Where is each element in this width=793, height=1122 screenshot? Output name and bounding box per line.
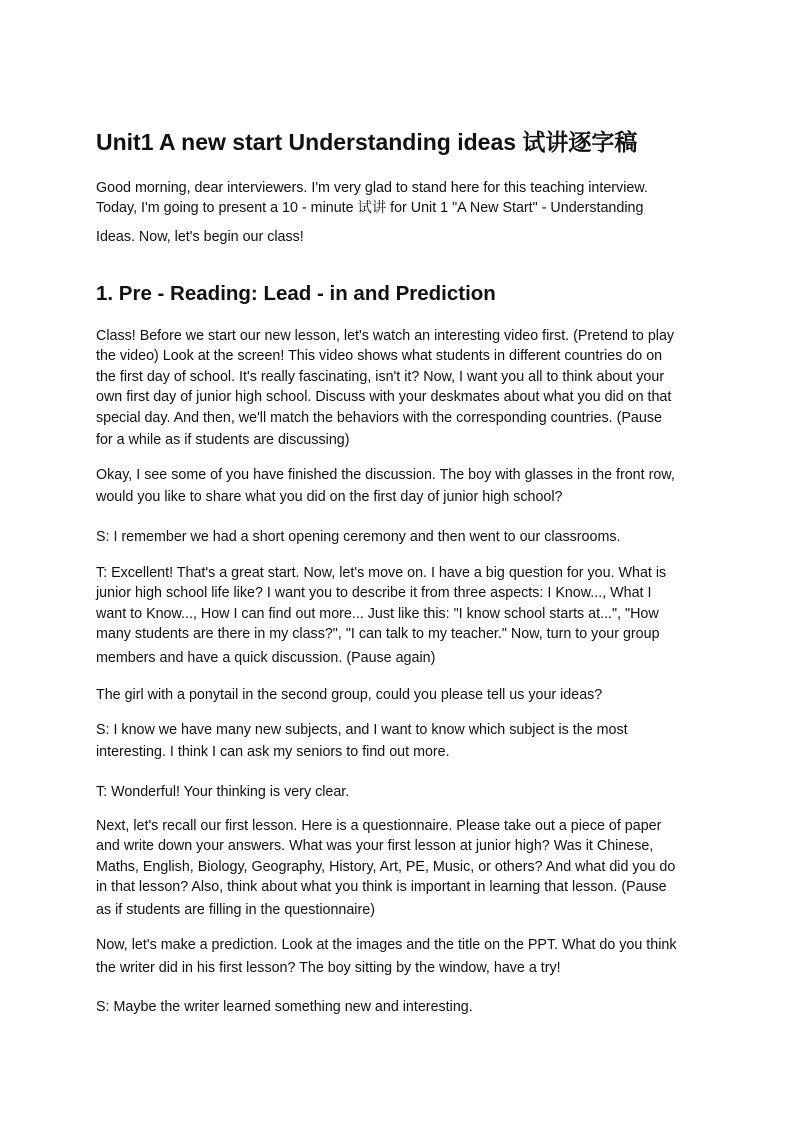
text-line: the writer did in his first lesson? The boy sitting by the window, have a try!	[96, 960, 561, 977]
text-line: in that lesson? Also, think about what you think is important in learning that lesson. (Pause	[96, 879, 667, 896]
text-line: the video) Look at the screen! This video shows what students in different countries do on	[96, 348, 663, 365]
text-line: T: Excellent! That's a great start. Now, let's move on. I have a big question for you. What is	[96, 565, 667, 581]
text-line: Good morning, dear interviewers. I'm very glad to stand here for this teaching interview.	[96, 180, 648, 196]
text-line: Class! Before we start our new lesson, let's watch an interesting video first. (Pretend to play	[96, 328, 675, 344]
text-line: Now, let's make a prediction. Look at the images and the title on the PPT. What do you think	[96, 937, 677, 953]
text-line: Today, I'm going to present a 10 - minute 试讲 for Unit 1 "A New Start" - Understanding	[96, 200, 644, 217]
text-line: as if students are filling in the questionnaire)	[96, 901, 375, 918]
text-line: own first day of junior high school. Discuss with your deskmates about what you did on that	[96, 389, 672, 406]
paragraph-ponytail-question	[96, 685, 706, 705]
text-line: Maths, English, Biology, Geography, History, Art, PE, Music, or others? And what did you do	[96, 858, 676, 875]
text-line: would you like to share what you did on the first day of junior high school?	[96, 489, 563, 506]
text-line: S: I know we have many new subjects, and I want to know which subject is the most	[96, 722, 628, 738]
text-line: many students are there in my class?", "I can talk to my teacher." Now, turn to your group	[96, 626, 660, 643]
text-line: S: I remember we had a short opening ceremony and then went to our classrooms.	[96, 529, 621, 545]
text-line: Okay, I see some of you have finished the discussion. The boy with glasses in the front row,	[96, 467, 675, 483]
text-line: the first day of school. It's really fascinating, isn't it? Now, I want you all to think about your	[96, 368, 665, 385]
text-line: The girl with a ponytail in the second group, could you please tell us your ideas?	[96, 687, 603, 703]
text-line: interesting. I think I can ask my seniors to find out more.	[96, 744, 450, 761]
paragraph-teacher-question	[96, 563, 706, 668]
section-heading: 1. Pre - Reading: Lead - in and Prediction	[96, 282, 496, 305]
text-line: special day. And then, we'll match the behaviors with the corresponding countries. (Pause	[96, 409, 662, 426]
text-line: members and have a quick discussion. (Pause again)	[96, 649, 436, 666]
paragraph-questionnaire	[96, 816, 706, 920]
text-line: T: Wonderful! Your thinking is very clear.	[96, 784, 350, 800]
paragraph-prediction	[96, 935, 706, 979]
text-line: and write down your answers. What was your first lesson at junior high? Was it Chinese,	[96, 838, 654, 855]
intro-paragraph	[96, 178, 706, 247]
text-line: want to Know..., How I can find out more... Just like this: "I know school starts at...", "How	[96, 605, 659, 622]
paragraph-video-discussion	[96, 326, 706, 450]
paragraph-student-ideas	[96, 720, 706, 763]
document-title: Unit1 A new start Understanding ideas 试讲逐字稿	[96, 129, 638, 155]
paragraph-student-answer	[96, 527, 706, 547]
text-line: Ideas. Now, let's begin our class!	[96, 228, 304, 245]
text-line: S: Maybe the writer learned something new and interesting.	[96, 999, 473, 1015]
text-line: for a while as if students are discussing)	[96, 431, 350, 448]
text-line: junior high school life like? I want you to describe it from three aspects: I Know..., What I	[96, 585, 652, 602]
paragraph-share-request	[96, 465, 706, 508]
paragraph-teacher-praise	[96, 782, 706, 802]
text-line: Next, let's recall our first lesson. Here is a questionnaire. Please take out a piece of paper	[96, 818, 662, 834]
paragraph-student-prediction	[96, 997, 706, 1017]
